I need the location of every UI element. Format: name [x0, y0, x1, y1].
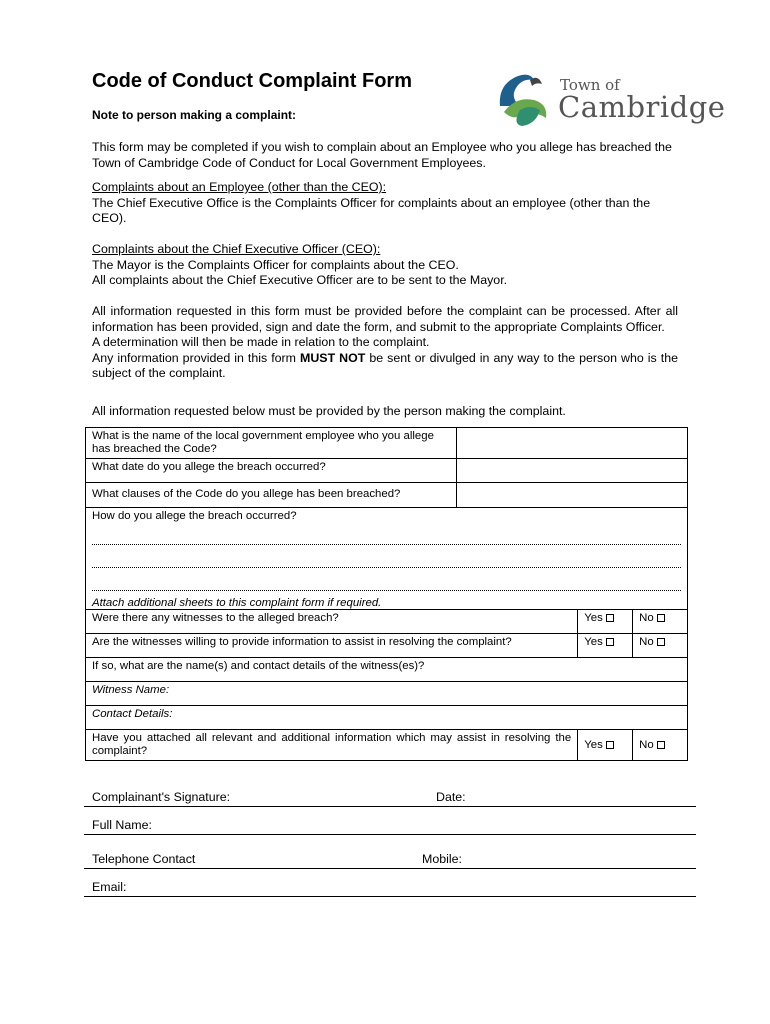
ceo-section [92, 242, 678, 289]
ceo-section-line1: The Mayor is the Complaints Officer for complaints about the CEO. [92, 257, 459, 272]
checkbox-icon[interactable] [606, 614, 614, 622]
answer-line[interactable] [92, 522, 681, 545]
logo-cambridge-text: Cambridge [558, 90, 726, 124]
town-logo [490, 66, 726, 134]
employee-section [92, 180, 678, 227]
info-paragraph-3: Any information provided in this form MUST NOT be sent or divulged in any way to the person who is the subject of the complaint. [92, 350, 678, 380]
full-name-label: Full Name: [92, 818, 152, 832]
contact-details-field[interactable]: Contact Details: [86, 706, 688, 730]
info-paragraph-1: All information requested in this form must be provided before the complaint can be processed. After all information has been provided, sign and date the form, and submit to the appropriate Complaints Officer. [92, 304, 678, 334]
info-paragraph-2: A determination will then be made in relation to the complaint. [92, 335, 430, 349]
checkbox-icon[interactable] [606, 741, 614, 749]
witness-name-field[interactable]: Witness Name: [86, 682, 688, 706]
checkbox-icon[interactable] [657, 614, 665, 622]
breach-how-question: How do you allege the breach occurred? [92, 510, 297, 522]
full-name-line[interactable] [84, 818, 696, 835]
intro-paragraph: This form may be completed if you wish to complain about an Employee who you allege has breached the Town of Cambridge Code of Conduct for Local Government Employees. [92, 140, 672, 170]
employee-name-question: What is the name of the local government employee who you allege has breached the Code? [86, 428, 457, 459]
employee-name-field[interactable] [457, 428, 688, 459]
logo-town-text: Town of [560, 76, 620, 94]
signature-line[interactable] [84, 790, 696, 807]
witnesses-question: Were there any witnesses to the alleged breach? [86, 610, 578, 634]
must-not-emphasis: MUST NOT [300, 350, 366, 365]
note-heading: Note to person making a complaint: [92, 108, 297, 122]
page-title: Code of Conduct Complaint Form [92, 70, 412, 92]
breach-date-field[interactable] [457, 459, 688, 483]
complaint-table [85, 427, 688, 761]
clauses-field[interactable] [457, 483, 688, 508]
witness-details-question: If so, what are the name(s) and contact details of the witness(es)? [86, 658, 688, 682]
breach-description-cell[interactable] [86, 508, 688, 610]
attach-sheets-note: Attach additional sheets to this complaint form if required. [92, 597, 382, 609]
checkbox-icon[interactable] [606, 638, 614, 646]
email-line[interactable] [84, 880, 696, 897]
table-intro: All information requested below must be provided by the person making the complaint. [92, 404, 566, 418]
clauses-question: What clauses of the Code do you allege has been breached? [86, 483, 457, 508]
attached-no-option[interactable]: No [633, 730, 688, 761]
witnesses-yes-option[interactable]: Yes [578, 610, 633, 634]
email-label: Email: [92, 880, 127, 894]
telephone-line[interactable] [84, 852, 696, 869]
ceo-section-line2: All complaints about the Chief Executive Officer are to be sent to the Mayor. [92, 273, 508, 287]
swan-emblem-icon [490, 66, 556, 132]
answer-line[interactable] [92, 545, 681, 568]
telephone-label: Telephone Contact [92, 852, 196, 866]
checkbox-icon[interactable] [657, 741, 665, 749]
signature-label: Complainant's Signature: [92, 790, 231, 804]
info-section [92, 304, 678, 382]
breach-date-question: What date do you allege the breach occurred? [86, 459, 457, 483]
willing-yes-option[interactable]: Yes [578, 634, 633, 658]
willing-no-option[interactable]: No [633, 634, 688, 658]
date-label: Date: [436, 790, 466, 804]
witnesses-no-option[interactable]: No [633, 610, 688, 634]
checkbox-icon[interactable] [657, 638, 665, 646]
employee-section-heading: Complaints about an Employee (other than the CEO): [92, 180, 387, 194]
employee-section-text: The Chief Executive Office is the Complaints Officer for complaints about an employee (other than the CEO). [92, 195, 651, 225]
ceo-section-heading: Complaints about the Chief Executive Officer (CEO): [92, 242, 381, 256]
attached-yes-option[interactable]: Yes [578, 730, 633, 761]
mobile-label: Mobile: [422, 852, 462, 866]
witnesses-willing-question: Are the witnesses willing to provide information to assist in resolving the complaint? [86, 634, 578, 658]
attached-info-question: Have you attached all relevant and additional information which may assist in resolving the complaint? [86, 730, 578, 761]
answer-line[interactable] [92, 568, 681, 591]
